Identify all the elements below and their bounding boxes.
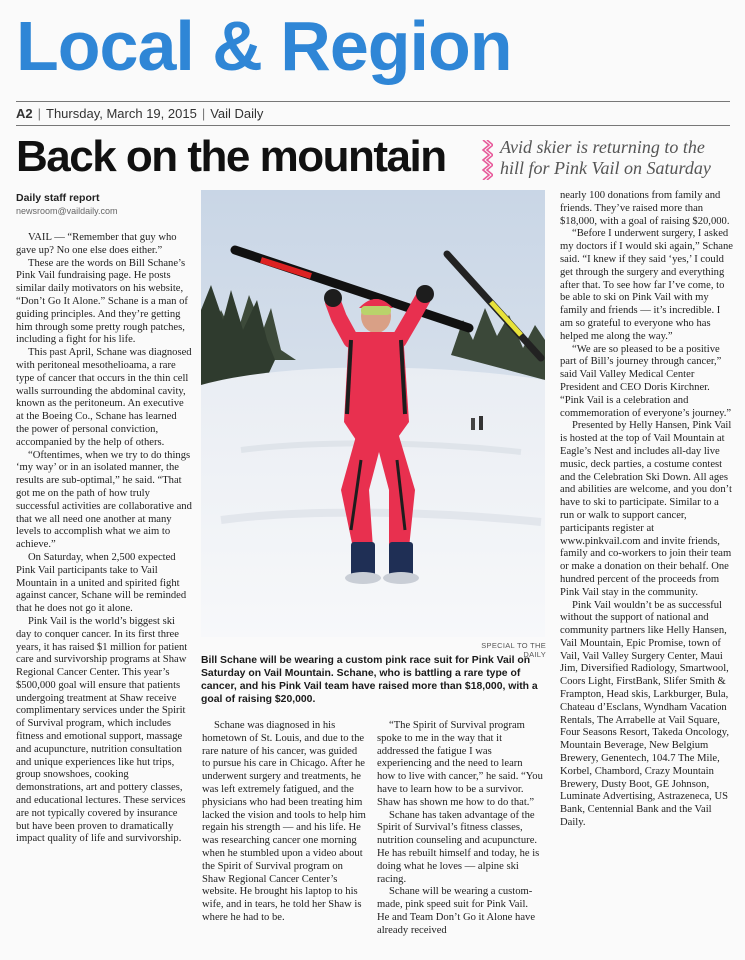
byline-email[interactable]: newsroom@vaildaily.com xyxy=(16,206,118,216)
page-number: A2 xyxy=(16,106,33,121)
paragraph: Pink Vail is the world’s biggest ski day to conquer cancer. In its first three years, it has raised $1 million for patient care and survivorship programs at Shaw Regional Cancer Center. This year’s $500,000 goal will ensure that patients undergoing treatment at Shaw receive complimentary services under the Spirit of Survival program, which includes fitness and emotional support, massage and acupuncture, nutrition consultation and unique experiences like hut trips, group snowshoes, cooking demonstrations, art and pottery classes, and educational lectures. These services are not typically covered by insurance but have been proven to dramatically impact quality of life and survivorship. xyxy=(16,615,188,845)
folio-rule xyxy=(16,125,730,126)
column-1 xyxy=(16,232,192,956)
deck-subheadline: Avid skier is returning to the hill for Pink Vail on Saturday xyxy=(500,137,711,178)
paragraph: nearly 100 donations from family and friends. They’ve raised more than $18,000, with a goal of raising $20,000. xyxy=(560,190,730,227)
byline: Daily staff report xyxy=(16,192,100,204)
paragraph: “Before I underwent surgery, I asked my doctors if I would ski again,” Schane said. “I knew if they said ‘yes,’ I could get through the surgery and everything after that. To see how far I’ve come, to be able to ski on Pink Vail with my family and friends — it’s incredible. I am so grateful to everyone who has helped me along the way.” xyxy=(560,228,733,342)
photo-credit: SPECIAL TO THE DAILY xyxy=(481,641,546,659)
folio-line: A2 | Thursday, March 19, 2015 | Vail Daily xyxy=(16,106,264,121)
top-rule xyxy=(16,101,730,102)
paragraph: “The Spirit of Survival program spoke to me in the way that it addressed the fatigue I was experiencing and the need to learn how to live with cancer,” he said. “You have to learn how to be a survivor. Shaw has shown me how to do that.” xyxy=(377,720,543,808)
skier-photo xyxy=(201,190,545,637)
paper-name: Vail Daily xyxy=(210,106,264,121)
photo-caption: Bill Schane will be wearing a custom pink race suit for Pink Vail on Saturday on Vail Mountain. Schane, who is battling a rare type of cancer, and his Pink Vail team have raised more than $18,000, with a goal of raising $20,000. xyxy=(201,655,538,705)
column-4 xyxy=(560,190,735,956)
paragraph: “We are so pleased to be a positive part of Bill’s journey through cancer,” said Vail Valley Medical Center President and CEO Doris Kirchner. “Pink Vail is a celebration and commemoration of everyone’s journey.” xyxy=(560,343,732,419)
column-2 xyxy=(202,720,366,956)
headline: Back on the mountain xyxy=(16,132,446,181)
pink-zigzag-icon xyxy=(481,140,493,180)
paragraph: Schane was diagnosed in his hometown of St. Louis, and due to the rare nature of his cancer, was guided to pursue his care in Chicago. After he underwent surgery and treatments, he was left extremely fatigued, and the physicians who had been treating him lacked the vision and tools to help him regain his strength — and his life. He was researching cancer one morning when he stumbled upon a video about the Spirit of Survival program on Shaw Regional Cancer Center’s website. He brought his laptop to his wife, and in tears, he told her Shaw is where he had to be. xyxy=(202,720,366,923)
section-title: Local & Region xyxy=(16,7,512,85)
paragraph: Schane will be wearing a custom-made, pink speed suit for Pink Vail. He and Team Don’t Go it Alone have already received xyxy=(377,886,536,936)
paragraph: This past April, Schane was diagnosed with peritoneal mesothelioama, a rare type of cancer that occurs in the thin cell walls surrounding the abdominal cavity, known as the peritoneum. An executive at the Boeing Co., Schane has learned the power of personal conviction, accompanied by the help of others. xyxy=(16,347,192,448)
paragraph: “Oftentimes, when we try to do things ‘my way’ or in an isolated manner, the results are sub-optimal,” he said. “That got me on the path of how truly successful activities are collaborative and that we all need one another at many levels to accomplish what we aim to achieve.” xyxy=(16,449,192,551)
paragraph: VAIL — “Remember that guy who gave up? No one else does either.” xyxy=(16,232,177,256)
paragraph: These are the words on Bill Schane’s Pink Vail fundraising page. He posts similar daily motivators on his website, “Don’t Go It Alone.” Schane is a man of guiding principles. And they’re getting him through some pretty rough patches, including a fight for his life. xyxy=(16,257,188,346)
paragraph: On Saturday, when 2,500 expected Pink Vail participants take to Vail Mountain in a united and spirited fight against cancer, Schane will be reminded that he does not go it alone. xyxy=(16,551,187,615)
column-3 xyxy=(377,720,543,956)
issue-date: Thursday, March 19, 2015 xyxy=(46,106,197,121)
paragraph: Schane has taken advantage of the Spirit of Survival’s fitness classes, nutrition counseling and acupuncture. He has rebuilt himself and today, he is doing what he loves — alpine ski racing. xyxy=(377,809,540,885)
paragraph: Pink Vail wouldn’t be as successful without the support of national and community partners like Helly Hansen, Vail Mountain, Epic Promise, town of Vail, Vail Valley Surgery Center, Maui Jim, Diversified Radiology, Smartwool, Coors Light, FirstBank, Slifer Smith & Frampton, Head skis, Larkburger, Bula, Chateau d’Esclans, Wyndham Vacation Rentals, The Arrabelle at Vail Square, Four Seasons Resort, Takeda Oncology, Mountain Beverage, New Belgium Brewery, Genentech, 104.7 The Mile, Korbel, Chambord, Crazy Mountain Brewery, Dusty Boot, GE Johnson, Luminate Advertising, Astrazeneca, US Bank, Centennial Bank and the Vail Daily. xyxy=(560,599,730,829)
paragraph: Presented by Helly Hansen, Pink Vail is hosted at the top of Vail Mountain at Eagle’s Nest and includes all-day live music, deck parties, a costume contest and the Celebration Ski Down. All ages and abilities are welcome, and you don’t have to ski to participate. Similar to a run or walk to support cancer, participants register at www.pinkvail.com and invite friends, family and co-workers to join their team or make a donation on their behalf. One hundred percent of the proceeds from Pink Vail stay in the community. xyxy=(560,420,732,598)
